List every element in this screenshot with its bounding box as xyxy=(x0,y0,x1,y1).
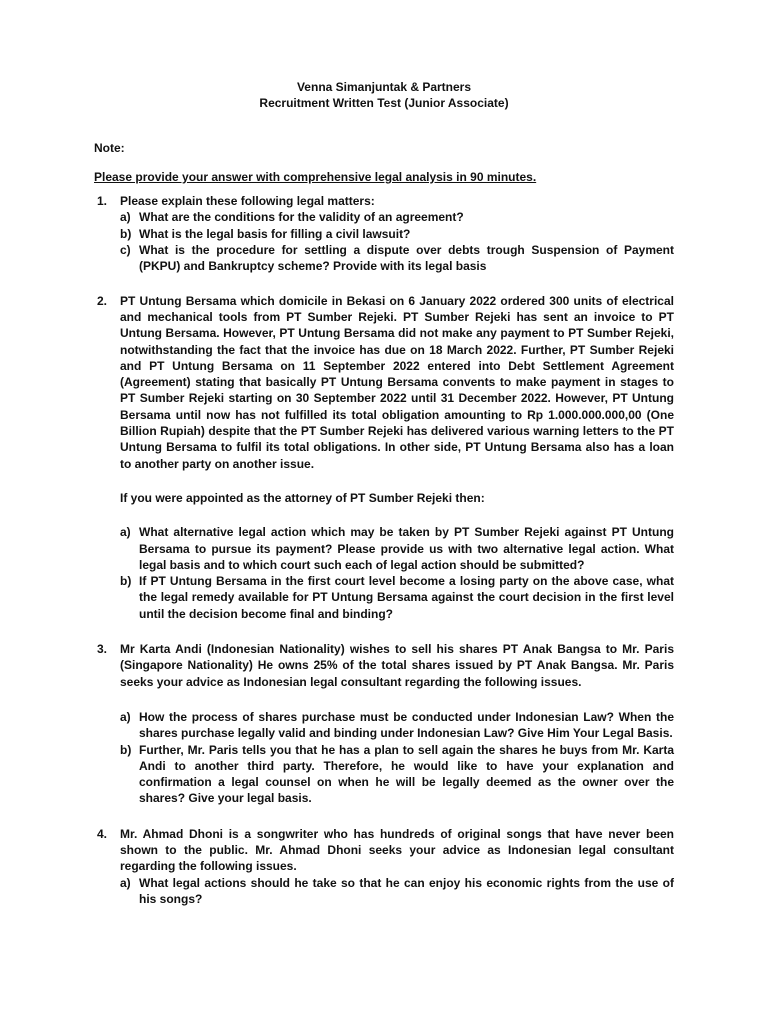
sub-question-letter: a) xyxy=(120,875,131,890)
sub-question-letter: c) xyxy=(120,243,131,258)
sub-question-text: What is the legal basis for filling a civil lawsuit? xyxy=(139,226,411,241)
question-2 xyxy=(94,293,674,622)
sub-question-text: What alternative legal action which may be taken by PT Sumber Rejeki against PT Untung Bersama to pursue its payment? Please provide us with two alternative legal action. What legal basis and to which court such each of legal action should be submitted? xyxy=(139,525,674,572)
sub-question-a xyxy=(120,209,674,225)
question-4 xyxy=(94,826,674,907)
question-1 xyxy=(94,193,674,274)
question-number: 2. xyxy=(97,293,108,308)
question-text: Mr. Ahmad Dhoni is a songwriter who has hundreds of original songs that have never been shown to the public. Mr. Ahmad Dhoni seeks your advice as Indonesian legal consultant regarding the following issues. xyxy=(120,826,674,874)
note-label: Note: xyxy=(94,140,125,155)
sub-question-letter: a) xyxy=(120,210,131,225)
sub-question-a xyxy=(120,709,674,742)
document-header xyxy=(94,79,674,112)
question-number: 1. xyxy=(97,194,108,209)
sub-question-list xyxy=(120,709,674,807)
sub-question-b xyxy=(120,742,674,807)
sub-question-text: How the process of shares purchase must be conducted under Indonesian Law? When the shares purchase legally valid and binding under Indonesian Law? Give Him Your Legal Basis. xyxy=(139,709,674,741)
question-text: Mr Karta Andi (Indonesian Nationality) wishes to sell his shares PT Anak Bangsa to Mr. Paris (Singapore Nationality) He owns 25% of the total shares issued by PT Anak Bangsa. Mr. Paris seeks your advice as Indonesian legal consultant regarding the following issues. xyxy=(120,642,674,689)
attorney-prompt: If you were appointed as the attorney of PT Sumber Rejeki then: xyxy=(120,490,485,505)
sub-question-letter: a) xyxy=(120,709,131,724)
question-number: 4. xyxy=(97,826,108,841)
document-title: Recruitment Written Test (Junior Associate) xyxy=(259,96,509,111)
sub-question-b xyxy=(120,573,674,622)
sub-question-letter: b) xyxy=(120,574,132,589)
time-instruction: Please provide your answer with comprehensive legal analysis in 90 minutes. xyxy=(94,169,537,184)
sub-question-letter: b) xyxy=(120,226,132,241)
question-text: PT Untung Bersama which domicile in Bekasi on 6 January 2022 ordered 300 units of electrical and mechanical tools from PT Sumber Rejeki. PT Sumber Rejeki has sent an invoice to PT Untung Bersama. However, PT Untung Bersama did not make any payment to PT Sumber Rejeki, notwithstanding the fact that the invoice has due on 18 March 2022. Further, PT Sumber Rejeki and PT Untung Bersama on 11 September 2022 entered into Debt Settlement Agreement (Agreement) stating that basically PT Untung Bersama convents to make payment in stages to PT Sumber Rejeki starting on 30 September 2022 until 31 December 2022. However, PT Untung Bersama until now has not fulfilled its total obligation amounting to Rp 1.000.000.000,00 (One Billion Rupiah) despite that the PT Sumber Rejeki has delivered various warning letters to the PT Untung Bersama to fulfil its total obligations. In other side, PT Untung Bersama also has a loan to another party on another issue. xyxy=(120,293,674,471)
sub-question-a xyxy=(120,524,674,573)
question-3 xyxy=(94,641,674,807)
sub-question-text: What are the conditions for the validity of an agreement? xyxy=(139,210,464,225)
sub-question-text: Further, Mr. Paris tells you that he has a plan to sell again the shares he buys from Mr. Karta Andi to another third party. Therefore, he would like to have your explanation and confirmation a legal counsel on when he will be legally deemed as the owner over the shares? Give your legal basis. xyxy=(139,742,674,806)
sub-question-a xyxy=(120,875,674,908)
firm-name: Venna Simanjuntak & Partners xyxy=(296,80,472,94)
question-text: Please explain these following legal matters: xyxy=(120,194,375,209)
sub-question-c xyxy=(120,242,674,275)
sub-question-list xyxy=(120,209,674,274)
sub-question-letter: b) xyxy=(120,742,132,757)
sub-question-text: If PT Untung Bersama in the first court level become a losing party on the above case, what the legal remedy available for PT Untung Bersama against the court decision in the first level until the decision become final and binding? xyxy=(139,574,674,621)
sub-question-list xyxy=(120,524,674,622)
question-number: 3. xyxy=(97,642,108,657)
sub-question-b xyxy=(120,226,674,242)
sub-question-text: What legal actions should he take so that he can enjoy his economic rights from the use of his songs? xyxy=(139,875,674,906)
sub-question-list xyxy=(120,875,674,908)
sub-question-text: What is the procedure for settling a dispute over debts trough Suspension of Payment (PKPU) and Bankruptcy scheme? Provide with its legal basis xyxy=(139,243,674,274)
sub-question-letter: a) xyxy=(120,525,131,540)
